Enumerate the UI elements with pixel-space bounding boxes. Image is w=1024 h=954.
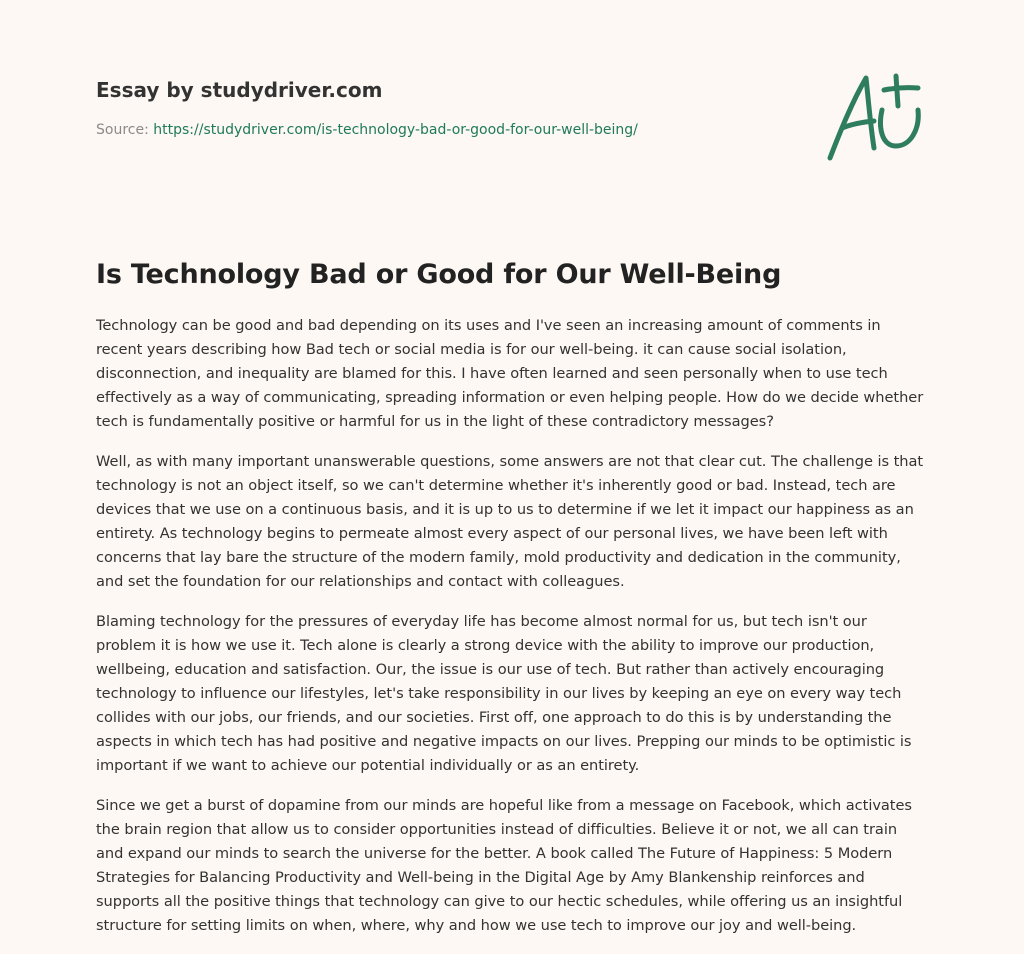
source-label: Source: <box>96 122 149 138</box>
site-title: Essay by studydriver.com <box>96 78 383 102</box>
essay-header <box>96 76 924 140</box>
essay-body <box>96 314 926 954</box>
essay-paragraph: Well, as with many important unanswerable questions, some answers are not that clear cut. The challenge is that technology is not an object itself, so we can't determine whether it's inherently good or bad. Instead, tech are devices that we use on a continuous basis, and it is up to us to determine if we let it impact our happiness as an entirety. As technology begins to permeate almost every aspect of our personal lives, we have been left with concerns that lay bare the structure of the modern family, mold productivity and dedication in the community, and set the foundation for our relationships and contact with colleagues. <box>96 453 924 590</box>
essay-paragraph: Since we get a burst of dopamine from our minds are hopeful like from a message on Facebook, which activates the brain region that allow us to consider opportunities instead of difficulties. Believe it or not, we all can train and expand our minds to search the universe for the better. A book called The Future of Happiness: 5 Modern Strategies for Balancing Productivity and Well-being in the Digital Age by Amy Blankenship reinforces and supports all the positive things that technology can give to our hectic schedules, while offering us an insightful structure for setting limits on when, where, why and how we use tech to improve our joy and well-being. <box>96 797 912 934</box>
source-link[interactable]: https://studydriver.com/is-technology-bad-or-good-for-our-well-being/ <box>153 122 638 138</box>
essay-title: Is Technology Bad or Good for Our Well-Being <box>96 259 782 290</box>
source-line <box>96 120 924 140</box>
essay-paragraph: Blaming technology for the pressures of everyday life has become almost normal for us, but tech isn't our problem it is how we use it. Tech alone is clearly a strong device with the ability to improve our production, wellbeing, education and satisfaction. Our, the issue is our use of tech. But rather than actively encouraging technology to influence our lifestyles, let's take responsibility in our lives by keeping an eye on every way tech collides with our jobs, our friends, and our societies. First off, one approach to do this is by understanding the aspects in which tech has had positive and negative impacts on our lives. Prepping our minds to be optimistic is important if we want to achieve our potential individually or as an entirety. <box>96 613 912 774</box>
a-plus-grade-icon <box>822 66 932 166</box>
essay-paragraph: Technology can be good and bad depending on its uses and I've seen an increasing amount of comments in recent years describing how Bad tech or social media is for our well-being. it can cause social isolation, disconnection, and inequality are blamed for this. I have often learned and seen personally when to use tech effectively as a way of communicating, spreading information or even helping people. How do we decide whether tech is fundamentally positive or harmful for us in the light of these contradictory messages? <box>96 317 924 430</box>
